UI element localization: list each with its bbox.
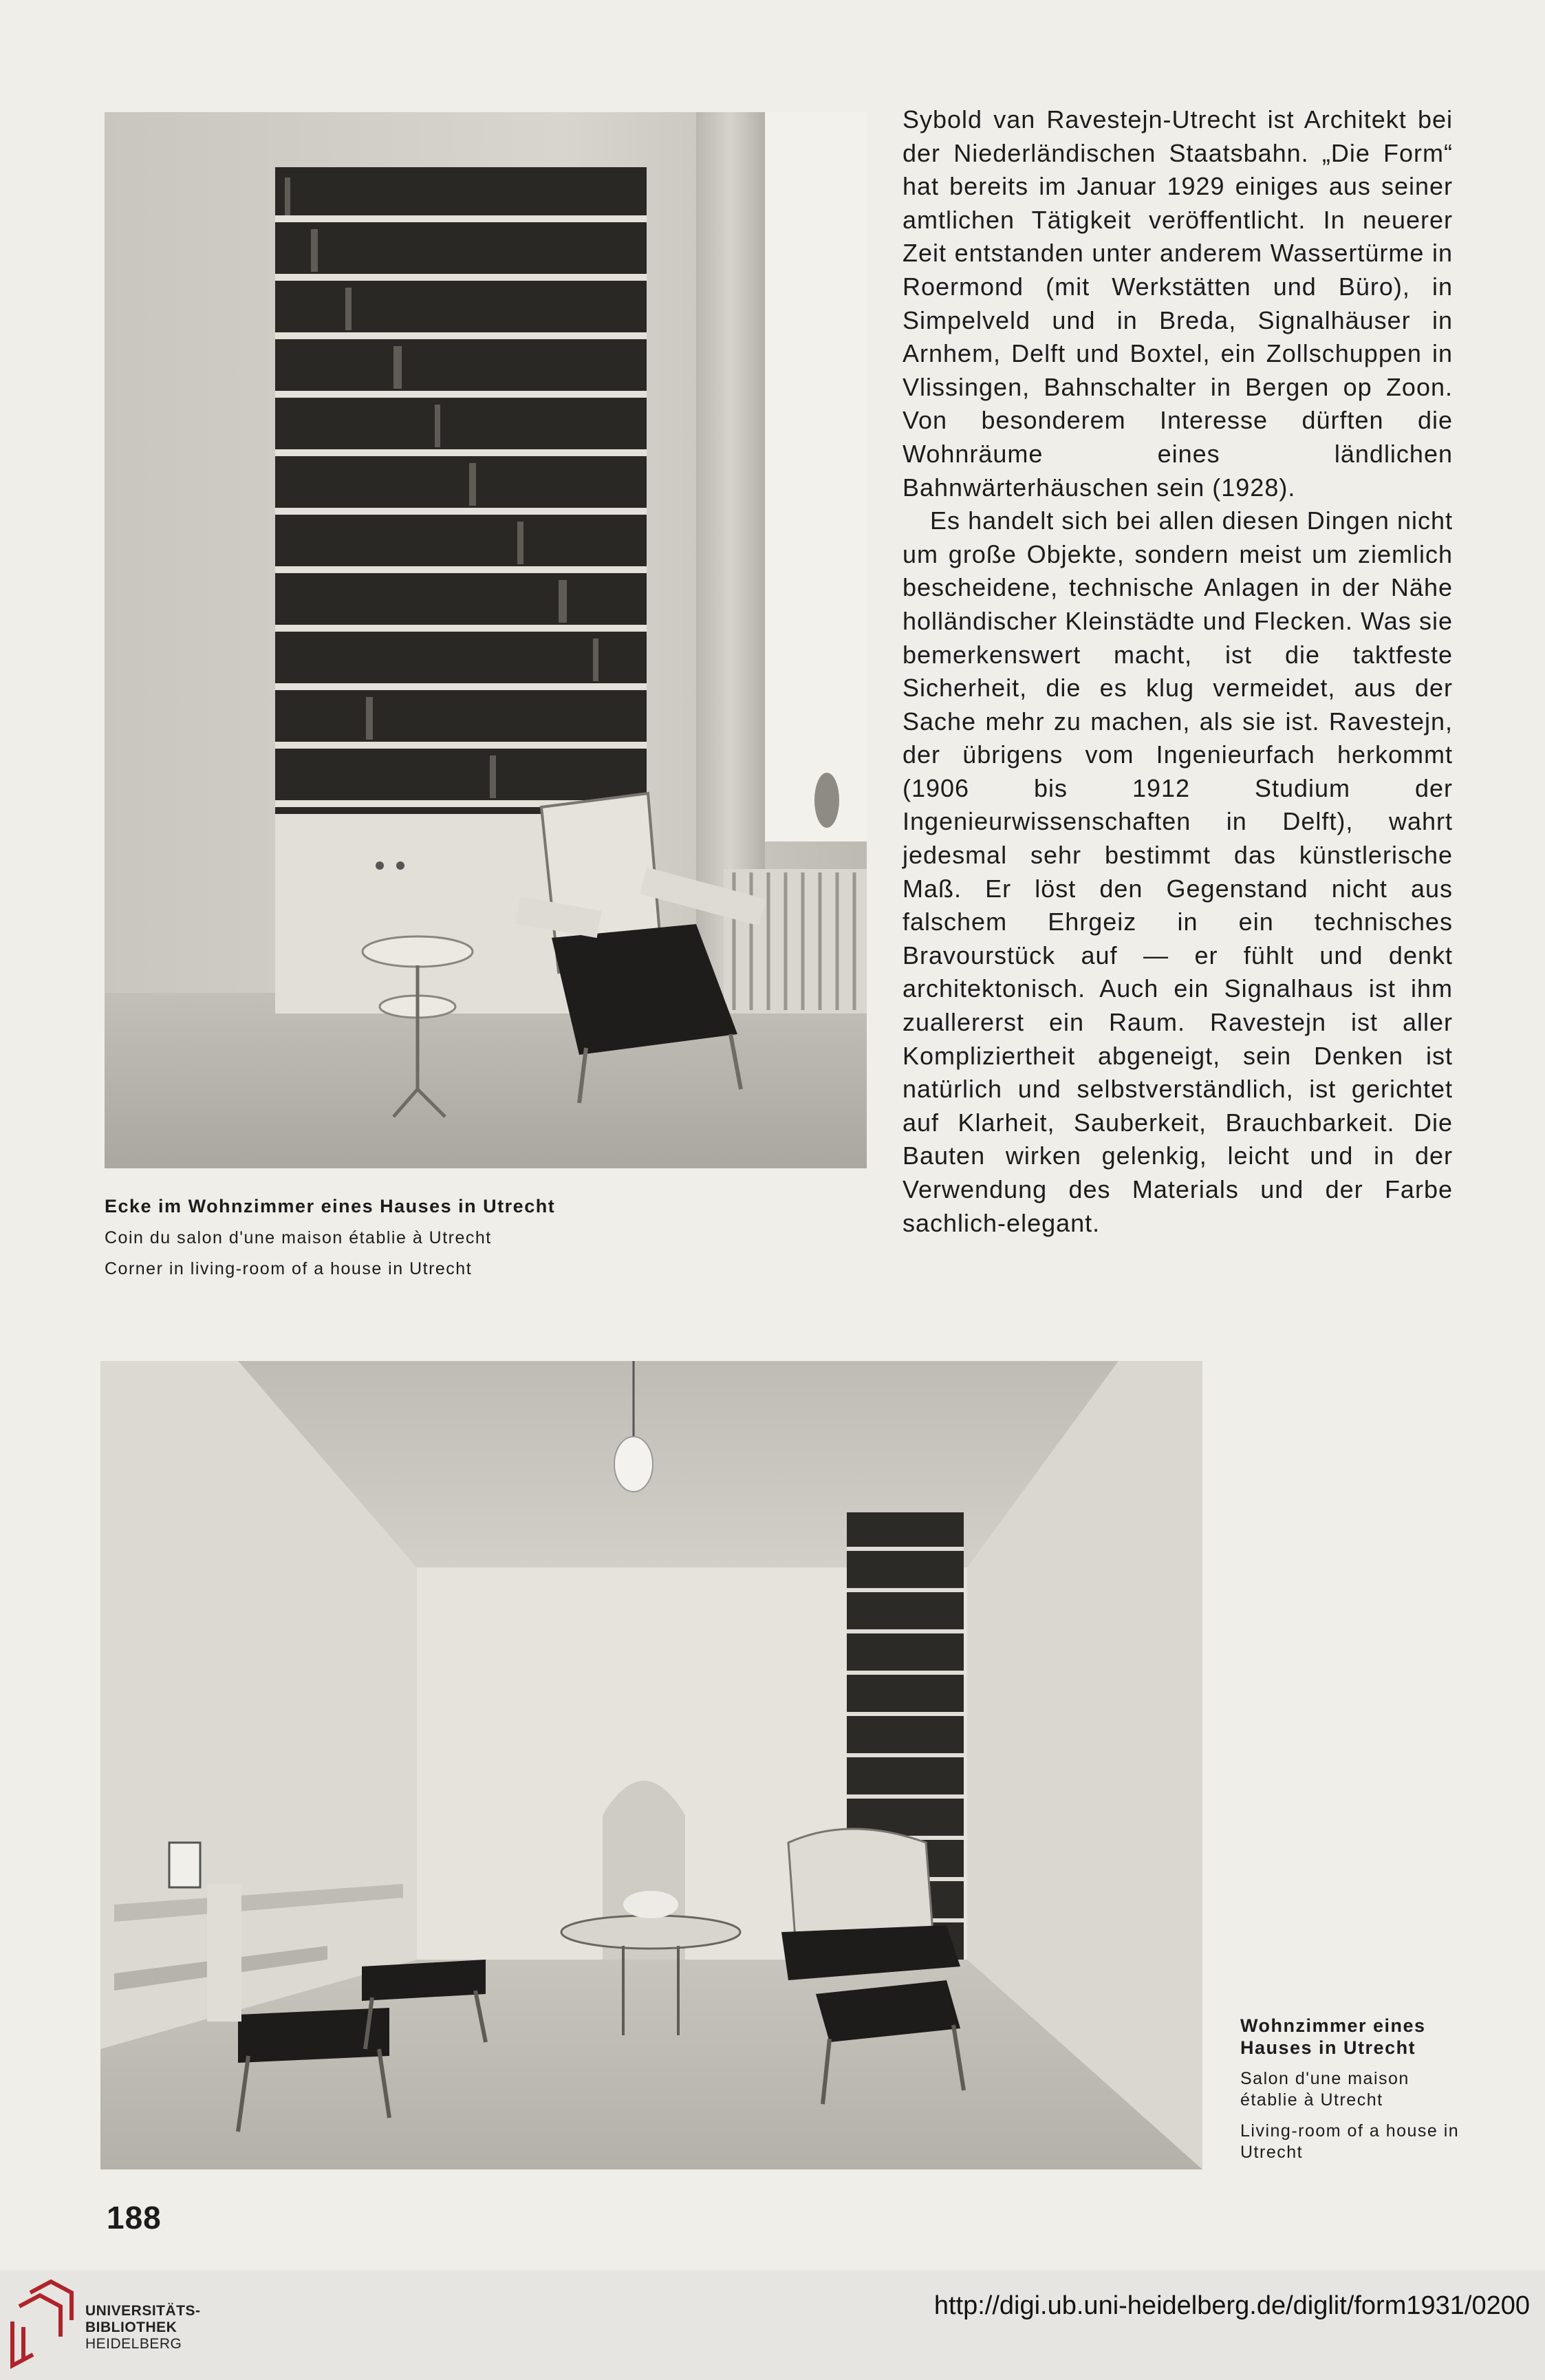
- source-url-link[interactable]: http://digi.ub.uni-heidelberg.de/diglit/form1931/0200: [933, 2291, 1530, 2320]
- article-body: [903, 103, 1453, 1240]
- photo-corner-living-room: [105, 112, 867, 1168]
- caption-photo-2: [1240, 2015, 1467, 2173]
- caption-2-french: Salon d'une maison établie à Utrecht: [1240, 2069, 1409, 2110]
- library-name: [85, 2303, 201, 2352]
- caption-1-french: Coin du salon d'une maison établie à Utrecht: [105, 1228, 492, 1247]
- article-paragraph-2: Es handelt sich bei allen diesen Dingen nicht um große Objekte, sondern meist um ziemlich bescheidene, technische Anlagen in der Nähe holländischer Kleinstädte und Flecken. Was sie bemerkenswert macht, ist die taktfeste Sicherheit, die es klug vermeidet, aus der Sache mehr zu machen, als sie ist. Ravestejn, der übrigens vom Ingenieurfach herkommt (1906 bis 1912 Studium der Ingenieurwissenschaften in Delft), wahrt jedesmal sehr bestimmt das künstlerische Maß. Er löst den Gegenstand nicht aus falschem Ehrgeiz in ein technisches Bravourstück auf — er fühlt und denkt architektonisch. Auch ein Signalhaus ist ihm zuallererst ein Raum. Ravestejn ist aller Kompliziertheit abgeneigt, sein Denken ist natürlich und selbstverständlich, ist gerichtet auf Klarheit, Sauberkeit, Brauchbarkeit. Die Bauten wirken gelenkig, leicht und in der Verwendung des Materials und der Farbe sachlich-elegant.: [903, 506, 1453, 1237]
- caption-photo-1: [105, 1196, 724, 1290]
- caption-1-english: Corner in living-room of a house in Utrecht: [105, 1259, 473, 1278]
- caption-2-german: Wohnzimmer eines Hauses in Utrecht: [1240, 2015, 1426, 2058]
- article-paragraph-1: Sybold van Ravestejn-Utrecht ist Architekt bei der Niederländischen Staatsbahn. „Die Form“ hat bereits im Januar 1929 einiges aus seiner amtlichen Tätigkeit veröffentlicht. In neuerer Zeit entstanden unter anderem Wassertürme in Roermond (mit Werkstätten und Büro), in Simpelveld und in Breda, Signalhäuser in Arnhem, Delft und Boxtel, ein Zollschuppen in Vlissingen, Bahnschalter in Bergen op Zoon. Von besonderem Interesse dürften die Wohnräume eines ländlichen Bahnwärterhäuschen sein (1928).: [903, 105, 1453, 502]
- caption-2-english: Living-room of a house in Utrecht: [1240, 2121, 1460, 2162]
- library-name-line-2: BIBLIOTHEK: [85, 2319, 177, 2335]
- digitization-footer: [0, 2271, 1545, 2380]
- library-name-line-3: HEIDELBERG: [85, 2336, 182, 2352]
- page-number: 188: [107, 2200, 162, 2236]
- caption-1-german: Ecke im Wohnzimmer eines Hauses in Utrecht: [105, 1196, 556, 1216]
- university-library-logo-icon: [10, 2279, 78, 2370]
- library-name-line-1: UNIVERSITÄTS-: [85, 2303, 201, 2319]
- photo-living-room: [100, 1361, 1202, 2169]
